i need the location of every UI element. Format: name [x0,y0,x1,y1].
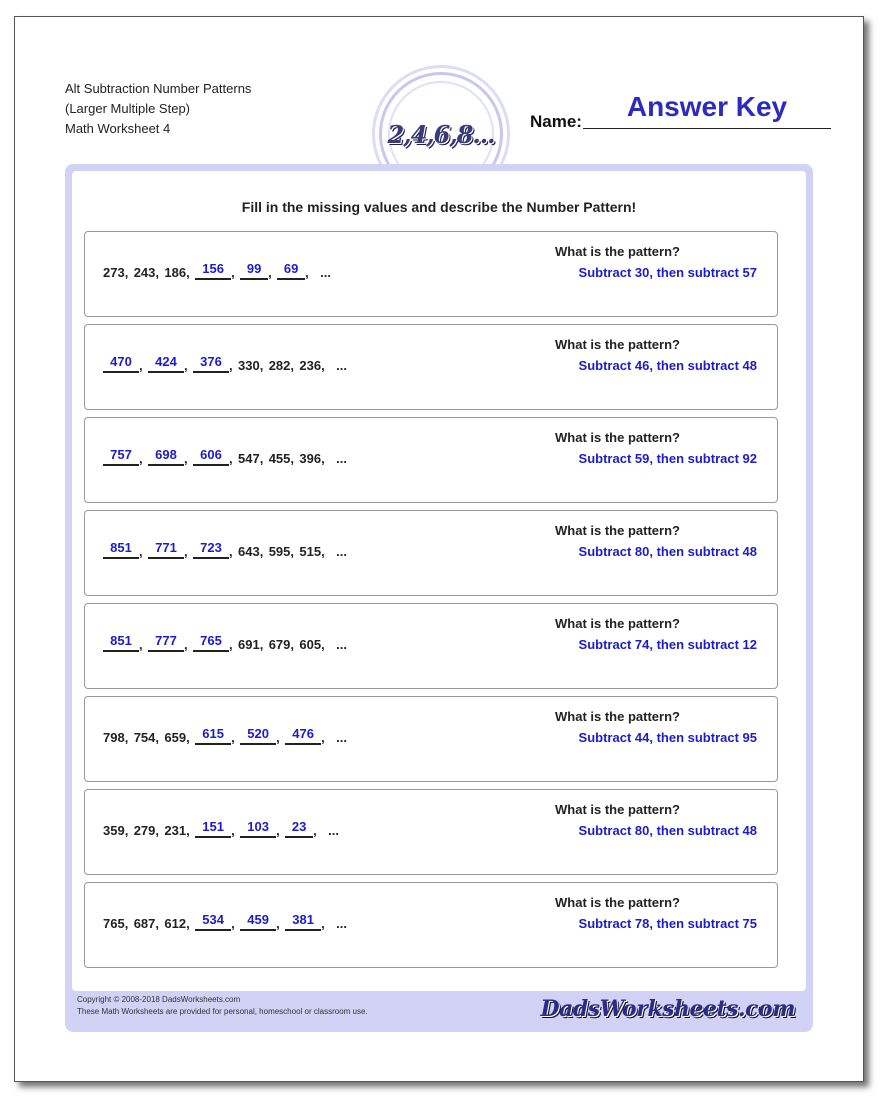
comma-separator: , [321,637,325,652]
worksheet-page [14,16,864,1082]
comma-separator: , [276,916,280,931]
pattern-answer: Subtract 74, then subtract 12 [578,637,757,652]
comma-separator: , [259,451,264,466]
title-line-1: Alt Subtraction Number Patterns [65,81,252,96]
problems-frame [65,164,813,1032]
comma-separator: , [305,265,309,280]
given-term: 605 [299,637,322,652]
problem-row [84,696,778,782]
number-sequence [103,351,347,373]
comma-separator: , [186,916,190,931]
sequence-ellipsis: ... [336,358,347,373]
sequence-ellipsis: ... [336,637,347,652]
comma-separator: , [186,730,190,745]
given-term: 273 [103,265,125,280]
comma-separator: , [124,916,129,931]
number-sequence [103,258,331,280]
comma-separator: , [184,451,188,466]
comma-separator: , [155,823,160,838]
number-sequence [103,444,347,466]
comma-separator: , [259,637,264,652]
comma-separator: , [155,730,160,745]
problem-row [84,417,778,503]
name-label: Name: [530,112,582,131]
comma-separator: , [276,823,280,838]
comma-separator: , [124,265,129,280]
answer-blank[interactable]: 534 [195,912,231,931]
comma-separator: , [268,265,272,280]
comma-separator: , [321,451,325,466]
pattern-question: What is the pattern? [555,337,680,352]
comma-separator: , [229,544,233,559]
given-term: 330 [238,358,260,373]
pattern-question: What is the pattern? [555,244,680,259]
answer-blank[interactable]: 156 [195,261,231,280]
given-term: 231 [164,823,187,838]
pattern-question: What is the pattern? [555,709,680,724]
comma-separator: , [229,637,233,652]
answer-blank[interactable]: 851 [103,540,139,559]
answer-blank[interactable]: 771 [148,540,184,559]
sequence-ellipsis: ... [320,265,331,280]
given-term: 798 [103,730,125,745]
comma-separator: , [184,637,188,652]
answer-blank[interactable]: 757 [103,447,139,466]
answer-blank[interactable]: 99 [240,261,268,280]
comma-separator: , [313,823,317,838]
answer-blank[interactable]: 151 [195,819,231,838]
problems-panel [72,171,806,991]
comma-separator: , [139,637,143,652]
pattern-question: What is the pattern? [555,430,680,445]
answer-blank[interactable]: 698 [148,447,184,466]
pattern-question: What is the pattern? [555,523,680,538]
answer-blank[interactable]: 777 [148,633,184,652]
comma-separator: , [231,265,235,280]
number-sequence [103,630,347,652]
answer-blank[interactable]: 23 [285,819,313,838]
given-term: 659 [164,730,187,745]
comma-separator: , [155,916,160,931]
pattern-question: What is the pattern? [555,895,680,910]
answer-blank[interactable]: 459 [240,912,276,931]
usage-note: These Math Worksheets are provided for personal, homeschool or classroom use. [77,1007,368,1016]
comma-separator: , [321,544,325,559]
given-term: 279 [133,823,156,838]
given-term: 691 [238,637,260,652]
answer-blank[interactable]: 470 [103,354,139,373]
pattern-answer: Subtract 44, then subtract 95 [578,730,757,745]
answer-blank[interactable]: 851 [103,633,139,652]
comma-separator: , [290,358,295,373]
comma-separator: , [290,637,295,652]
given-term: 643 [238,544,260,559]
comma-separator: , [259,358,264,373]
dadsworksheets-logo: DadsWorksheets.com [540,996,795,1022]
answer-blank[interactable]: 69 [277,261,305,280]
comma-separator: , [231,730,235,745]
given-term: 455 [268,451,291,466]
badge-logo-text: 2,4,6,8... [387,119,495,149]
pattern-answer: Subtract 80, then subtract 48 [578,823,757,838]
title-line-2: (Larger Multiple Step) [65,101,190,116]
comma-separator: , [231,916,235,931]
comma-separator: , [186,823,190,838]
sequence-ellipsis: ... [336,544,347,559]
sequence-ellipsis: ... [328,823,339,838]
problem-row [84,603,778,689]
problem-row [84,789,778,875]
copyright-text: Copyright © 2008-2018 DadsWorksheets.com [77,995,241,1004]
comma-separator: , [229,451,233,466]
pattern-answer: Subtract 46, then subtract 48 [578,358,757,373]
comma-separator: , [139,544,143,559]
comma-separator: , [186,265,190,280]
comma-separator: , [276,730,280,745]
answer-blank[interactable]: 376 [193,354,229,373]
name-underline [583,128,831,129]
given-term: 612 [164,916,187,931]
comma-separator: , [139,451,143,466]
number-sequence [103,909,347,931]
comma-separator: , [290,544,295,559]
answer-blank[interactable]: 381 [285,912,321,931]
comma-separator: , [155,265,160,280]
comma-separator: , [229,358,233,373]
given-term: 396 [299,451,322,466]
comma-separator: , [290,451,295,466]
given-term: 754 [133,730,156,745]
comma-separator: , [184,544,188,559]
comma-separator: , [184,358,188,373]
given-term: 243 [133,265,156,280]
given-term: 282 [268,358,291,373]
comma-separator: , [321,916,325,931]
comma-separator: , [321,358,325,373]
given-term: 186 [164,265,187,280]
pattern-answer: Subtract 59, then subtract 92 [578,451,757,466]
answer-blank[interactable]: 615 [195,726,231,745]
pattern-answer: Subtract 78, then subtract 75 [578,916,757,931]
name-value: Answer Key [626,91,788,122]
sequence-ellipsis: ... [336,916,347,931]
pattern-answer: Subtract 80, then subtract 48 [578,544,757,559]
given-term: 687 [133,916,156,931]
answer-blank[interactable]: 520 [240,726,276,745]
answer-blank[interactable]: 476 [285,726,321,745]
comma-separator: , [259,544,264,559]
answer-blank[interactable]: 424 [148,354,184,373]
problem-row [84,882,778,968]
pattern-question: What is the pattern? [555,616,680,631]
sequence-ellipsis: ... [336,730,347,745]
comma-separator: , [139,358,143,373]
pattern-question: What is the pattern? [555,802,680,817]
instructions: Fill in the missing values and describe the Number Pattern! [241,199,637,215]
given-term: 765 [103,916,125,931]
number-sequence [103,723,347,745]
answer-blank[interactable]: 606 [193,447,229,466]
problem-row [84,510,778,596]
number-sequence [103,537,347,559]
given-term: 359 [103,823,125,838]
answer-blank[interactable]: 765 [193,633,229,652]
given-term: 547 [238,451,260,466]
given-term: 595 [268,544,291,559]
pattern-answer: Subtract 30, then subtract 57 [578,265,757,280]
answer-blank[interactable]: 103 [240,819,276,838]
title-line-3: Math Worksheet 4 [65,121,171,136]
answer-blank[interactable]: 723 [193,540,229,559]
given-term: 236 [299,358,322,373]
comma-separator: , [124,823,129,838]
comma-separator: , [231,823,235,838]
problem-row [84,231,778,317]
given-term: 679 [268,637,291,652]
footer-text [77,994,368,1018]
sequence-ellipsis: ... [336,451,347,466]
problem-row [84,324,778,410]
comma-separator: , [321,730,325,745]
worksheet-title [65,79,251,139]
comma-separator: , [124,730,129,745]
given-term: 515 [299,544,322,559]
number-sequence [103,816,339,838]
